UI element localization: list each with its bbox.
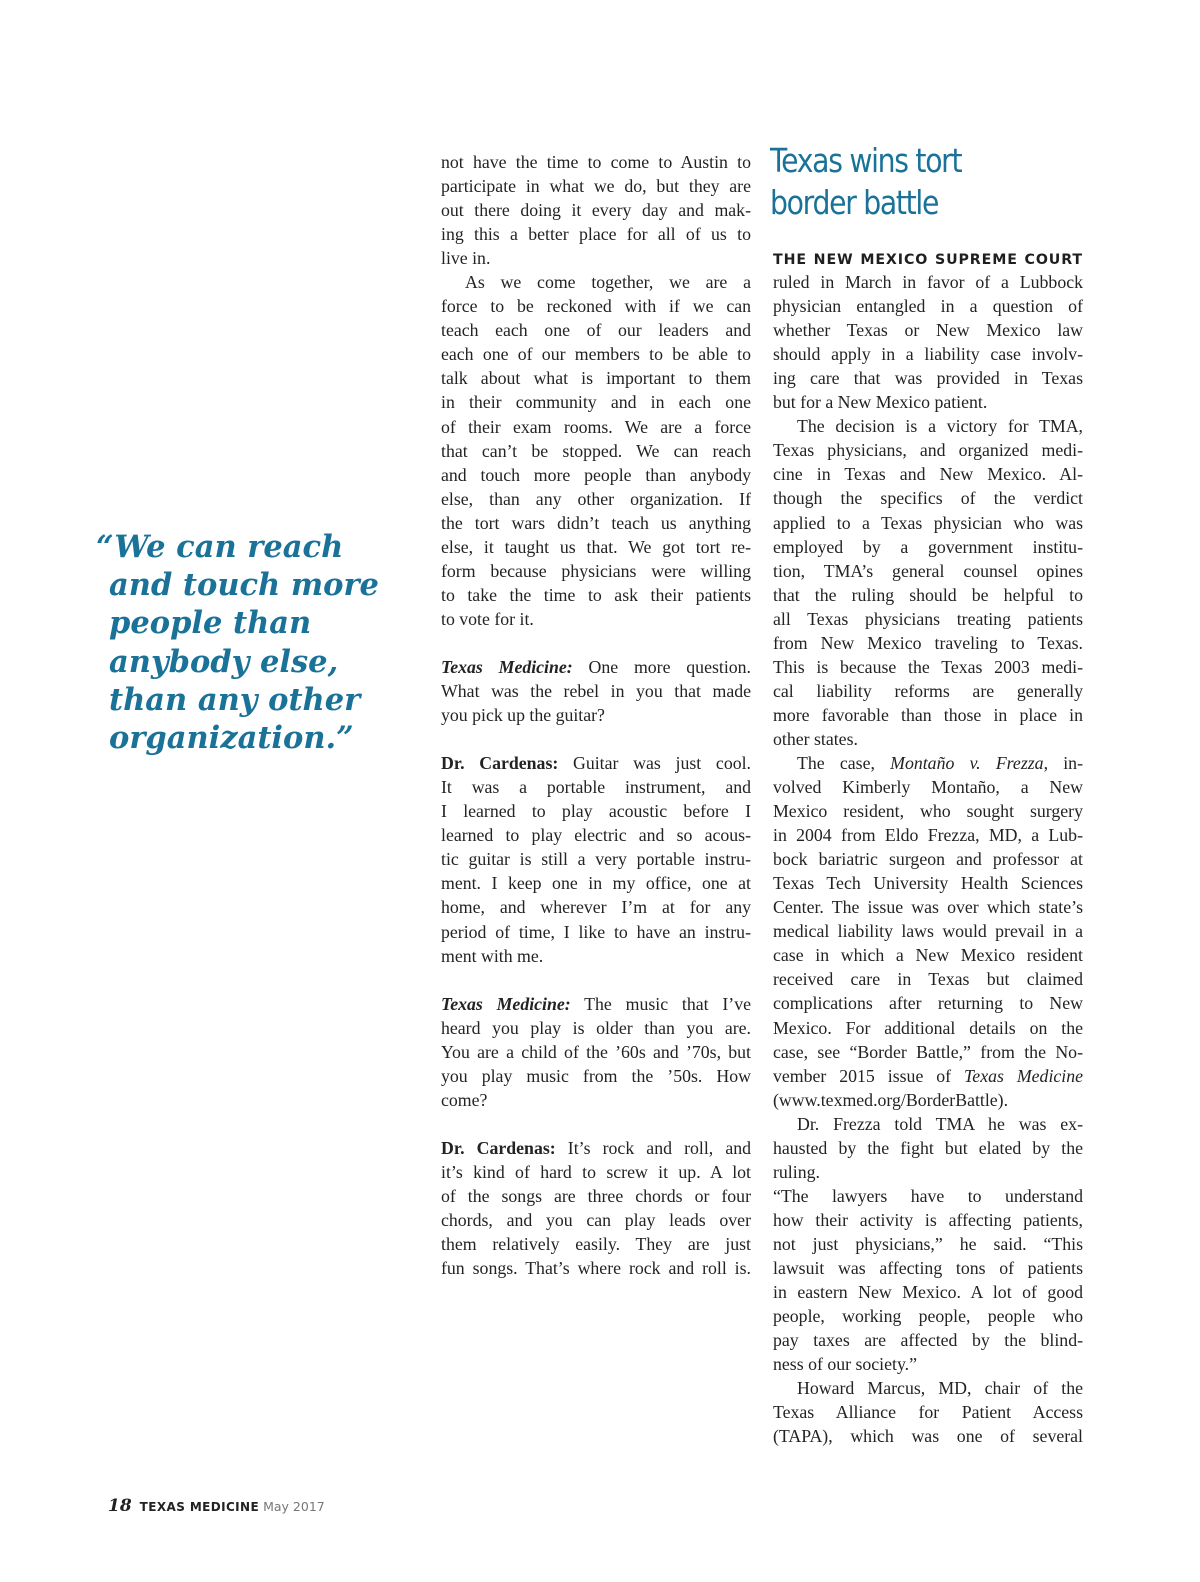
pull-quote-line: anybody else,: [109, 643, 339, 680]
text-line: cine in Texas and New Mexico. Al-: [773, 464, 1083, 485]
text-line: complications after returning to New: [773, 993, 1083, 1014]
text-line: ruling.: [773, 1161, 820, 1182]
magazine-name: Texas Medicine: [964, 1065, 1083, 1086]
text-line: tic guitar is still a very portable instru-: [441, 849, 751, 870]
pull-quote-line: people than: [109, 605, 312, 642]
sidebar-article: [773, 246, 1083, 1448]
speaker-label: Dr. Cardenas:: [441, 753, 559, 774]
text-line: in eastern New Mexico. A lot of good: [773, 1282, 1083, 1303]
headline-line: border battle: [770, 184, 939, 222]
text-line: (TAPA), which was one of several: [773, 1426, 1083, 1447]
answer-line: Dr. Cardenas: Guitar was just cool.: [441, 753, 751, 774]
pull-quote-line: and touch more: [109, 567, 379, 604]
text-line: from New Mexico traveling to Texas.: [773, 632, 1083, 653]
page-footer: [108, 1496, 325, 1516]
text-line: I learned to play acoustic before I: [441, 801, 751, 822]
text-line: teach each one of our leaders and: [441, 320, 751, 341]
text-line: What was the rebel in you that made: [441, 681, 751, 702]
text-line: not just physicians,” he said. “This: [773, 1233, 1083, 1254]
text-line: “The lawyers have to understand: [773, 1185, 1083, 1206]
text-line: each one of our members to be able to: [441, 344, 751, 365]
sidebar-headline: [770, 140, 1048, 224]
text-line: chords, and you can play leads over: [441, 1210, 751, 1231]
lead-line: [773, 246, 1083, 270]
text-line: talk about what is important to them: [441, 368, 751, 389]
text-line: tion, TMA’s general counsel opines: [773, 560, 1083, 581]
text-line: volved Kimberly Montaño, a New: [773, 777, 1083, 798]
text-line: you pick up the guitar?: [441, 705, 605, 726]
text-line: all Texas physicians treating patients: [773, 608, 1083, 629]
text-line: ment. I keep one in my office, one at: [441, 873, 751, 894]
text-line: to vote for it.: [441, 608, 534, 629]
text-line: heard you play is older than you are.: [441, 1017, 751, 1038]
text-line: case, see “Border Battle,” from the No-: [773, 1041, 1083, 1062]
interview-column: [441, 150, 751, 1280]
text-line: in their community and in each one: [441, 392, 751, 413]
text-line: case in which a New Mexico resident: [773, 945, 1083, 966]
text-line: applied to a Texas physician who was: [773, 512, 1083, 533]
text-line: vember 2015 issue of Texas Medicine: [773, 1065, 1083, 1086]
text-line: Mexico. For additional details on the: [773, 1017, 1083, 1038]
text-line: ing care that was provided in Texas: [773, 368, 1083, 389]
speaker-label: Texas Medicine:: [441, 993, 571, 1014]
text-line: though the specifics of the verdict: [773, 488, 1083, 509]
text-line: lawsuit was affecting tons of patients: [773, 1257, 1083, 1278]
text-line: not have the time to come to Austin to: [441, 152, 751, 172]
text-line: received care in Texas but claimed: [773, 969, 1083, 990]
text-line: This is because the Texas 2003 medi-: [773, 656, 1083, 677]
text-line: learned to play electric and so acous-: [441, 825, 751, 846]
text-line: else, it taught us that. We got tort re-: [441, 536, 751, 557]
text-line: the tort wars didn’t teach us anything: [441, 512, 751, 533]
text-line: fun songs. That’s where rock and roll is.: [441, 1258, 751, 1279]
question-line: Texas Medicine: One more question.: [441, 656, 751, 677]
pull-quote-line: “We can reach: [96, 529, 344, 565]
text-line: come?: [441, 1089, 488, 1110]
text-line: ing this a better place for all of us to: [441, 224, 751, 245]
text-line: people, working people, people who: [773, 1306, 1083, 1327]
text-line: Howard Marcus, MD, chair of the: [797, 1378, 1083, 1399]
text-line: how their activity is affecting patients,: [773, 1209, 1083, 1230]
text-line: to take the time to ask their patients: [441, 584, 751, 605]
answer-line: Dr. Cardenas: It’s rock and roll, and: [441, 1137, 751, 1158]
text-line: ruled in March in favor of a Lubbock: [773, 272, 1083, 293]
text-line: period of time, I like to have an instru-: [441, 921, 751, 942]
text-line: medical liability laws would prevail in a: [773, 921, 1083, 942]
case-name: Montaño v. Frezza: [890, 752, 1044, 773]
text-line: should apply in a liability case involv-: [773, 344, 1083, 365]
text-line: It was a portable instrument, and: [441, 777, 751, 798]
text-line: home, and wherever I’m at for any: [441, 897, 751, 918]
text-line: employed by a government institu-: [773, 536, 1083, 557]
text-line: you play music from the ’50s. How: [441, 1065, 751, 1086]
text-line: else, than any other organization. If: [441, 488, 751, 509]
text-line: Mexico resident, who sought surgery: [773, 801, 1083, 822]
pull-quote-line: than any other: [109, 681, 361, 718]
text-line: out there doing it every day and mak-: [441, 200, 751, 221]
text-line: Texas Tech University Health Sciences: [773, 873, 1083, 894]
text-line: that can’t be stopped. We can reach: [441, 440, 751, 461]
text-line: ment with me.: [441, 945, 544, 966]
text-line: (www.texmed.org/BorderBattle).: [773, 1089, 1009, 1110]
text-line: that the ruling should be helpful to: [773, 584, 1083, 605]
text-line: pay taxes are affected by the blind-: [773, 1330, 1083, 1351]
text-line: Texas physicians, and organized medi-: [773, 440, 1083, 461]
pull-quote-line: organization.”: [109, 720, 354, 757]
text-line: of their exam rooms. We are a force: [441, 416, 751, 437]
magazine-title: TEXAS MEDICINE: [139, 1500, 260, 1514]
issue-date: May 2017: [263, 1499, 325, 1514]
text-line: form because physicians were willing: [441, 560, 751, 581]
text-line: it’s kind of hard to screw it up. A lot: [441, 1161, 751, 1182]
text-line: more favorable than those in place in: [773, 704, 1083, 725]
text-line: and touch more people than anybody: [441, 464, 751, 485]
text-line: bock bariatric surgeon and professor at: [773, 849, 1083, 870]
text-line: The decision is a victory for TMA,: [797, 416, 1083, 437]
text-line: whether Texas or New Mexico law: [773, 320, 1083, 341]
text-line: As we come together, we are a: [465, 272, 751, 293]
text-line: Texas Alliance for Patient Access: [773, 1402, 1083, 1423]
text-line: physician entangled in a question of: [773, 296, 1083, 317]
text-line: in 2004 from Eldo Frezza, MD, a Lub-: [773, 825, 1083, 846]
pull-quote: [96, 528, 396, 757]
text-line: Center. The issue was over which state’s: [773, 897, 1083, 918]
lead-caps: THE NEW MEXICO SUPREME COURT: [773, 252, 1083, 268]
page-number: 18: [108, 1496, 132, 1516]
text-line: participate in what we do, but they are: [441, 176, 751, 197]
text-line: ness of our society.”: [773, 1354, 918, 1375]
text-line: other states.: [773, 728, 858, 749]
text-line: The case, Montaño v. Frezza, in-: [797, 752, 1083, 773]
text-line: of the songs are three chords or four: [441, 1186, 751, 1207]
text-line: live in.: [441, 248, 491, 269]
text-line: cal liability reforms are generally: [773, 680, 1083, 701]
text-line: force to be reckoned with if we can: [441, 296, 751, 317]
speaker-label: Texas Medicine:: [441, 656, 573, 677]
text-line: but for a New Mexico patient.: [773, 392, 988, 413]
speaker-label: Dr. Cardenas:: [441, 1137, 556, 1158]
text-line: You are a child of the ’60s and ’70s, but: [441, 1041, 751, 1062]
text-line: them relatively easily. They are just: [441, 1234, 751, 1255]
headline-line: Texas wins tort: [770, 142, 962, 180]
text-line: Dr. Frezza told TMA he was ex-: [797, 1113, 1083, 1134]
text-line: hausted by the fight but elated by the: [773, 1137, 1083, 1158]
question-line: Texas Medicine: The music that I’ve: [441, 993, 751, 1014]
